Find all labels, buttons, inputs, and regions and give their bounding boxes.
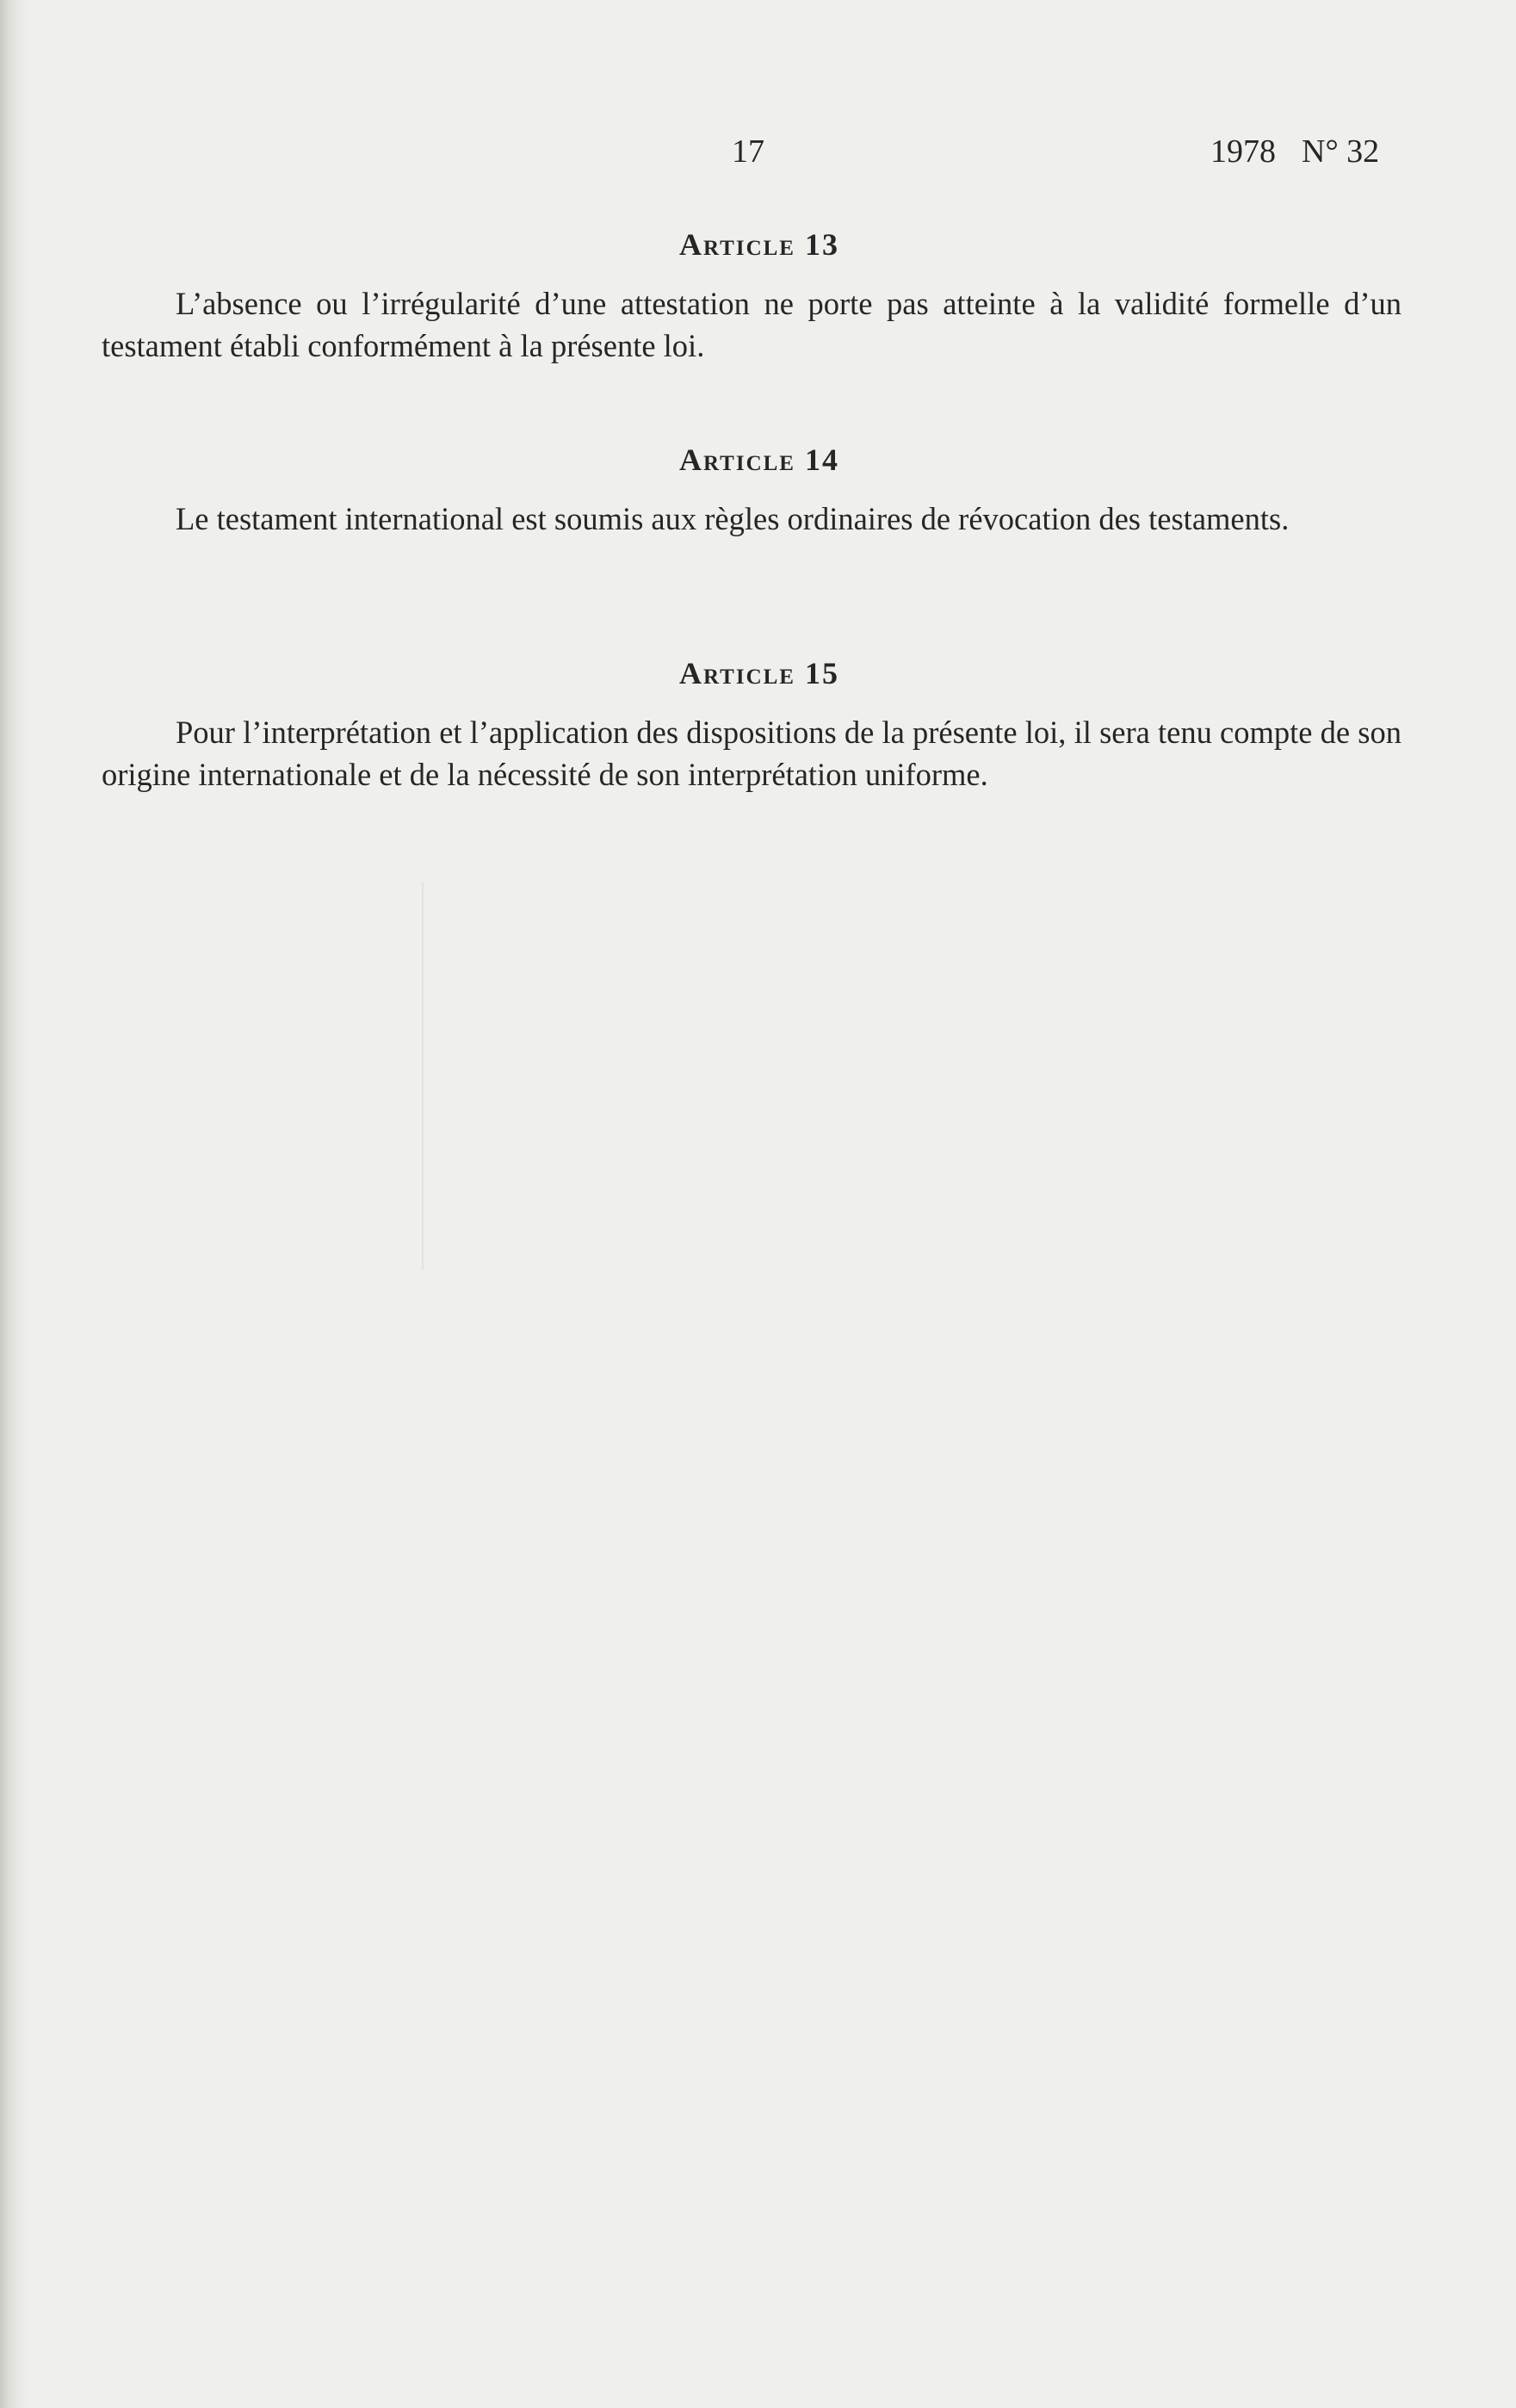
article-text: Le testament international est soumis aux règles ordinaires de révocation des testaments. bbox=[176, 501, 1290, 536]
article-14 bbox=[102, 441, 1402, 540]
article-title: Article 14 bbox=[679, 443, 839, 477]
page-header bbox=[0, 133, 1516, 176]
issue-number: N° 32 bbox=[1302, 133, 1380, 170]
article-title: Article 15 bbox=[679, 656, 839, 690]
article-13 bbox=[102, 226, 1402, 367]
article-title: Article 13 bbox=[679, 227, 839, 262]
article-15 bbox=[102, 654, 1402, 795]
article-text: L’absence ou l’irrégularité d’une attestation ne porte pas atteinte à la validité formelle d’un testament établi conformément à la présente loi. bbox=[102, 286, 1402, 363]
article-text: Pour l’interprétation et l’application des dispositions de la présente loi, il sera tenu compte de son origine internationale et de la nécessité de son interprétation uniforme. bbox=[102, 715, 1402, 792]
binding-edge bbox=[0, 0, 28, 2408]
paper-crease bbox=[422, 882, 424, 1270]
page-number: 17 bbox=[732, 133, 764, 170]
issue-reference bbox=[1210, 133, 1379, 170]
issue-year: 1978 bbox=[1210, 133, 1276, 170]
